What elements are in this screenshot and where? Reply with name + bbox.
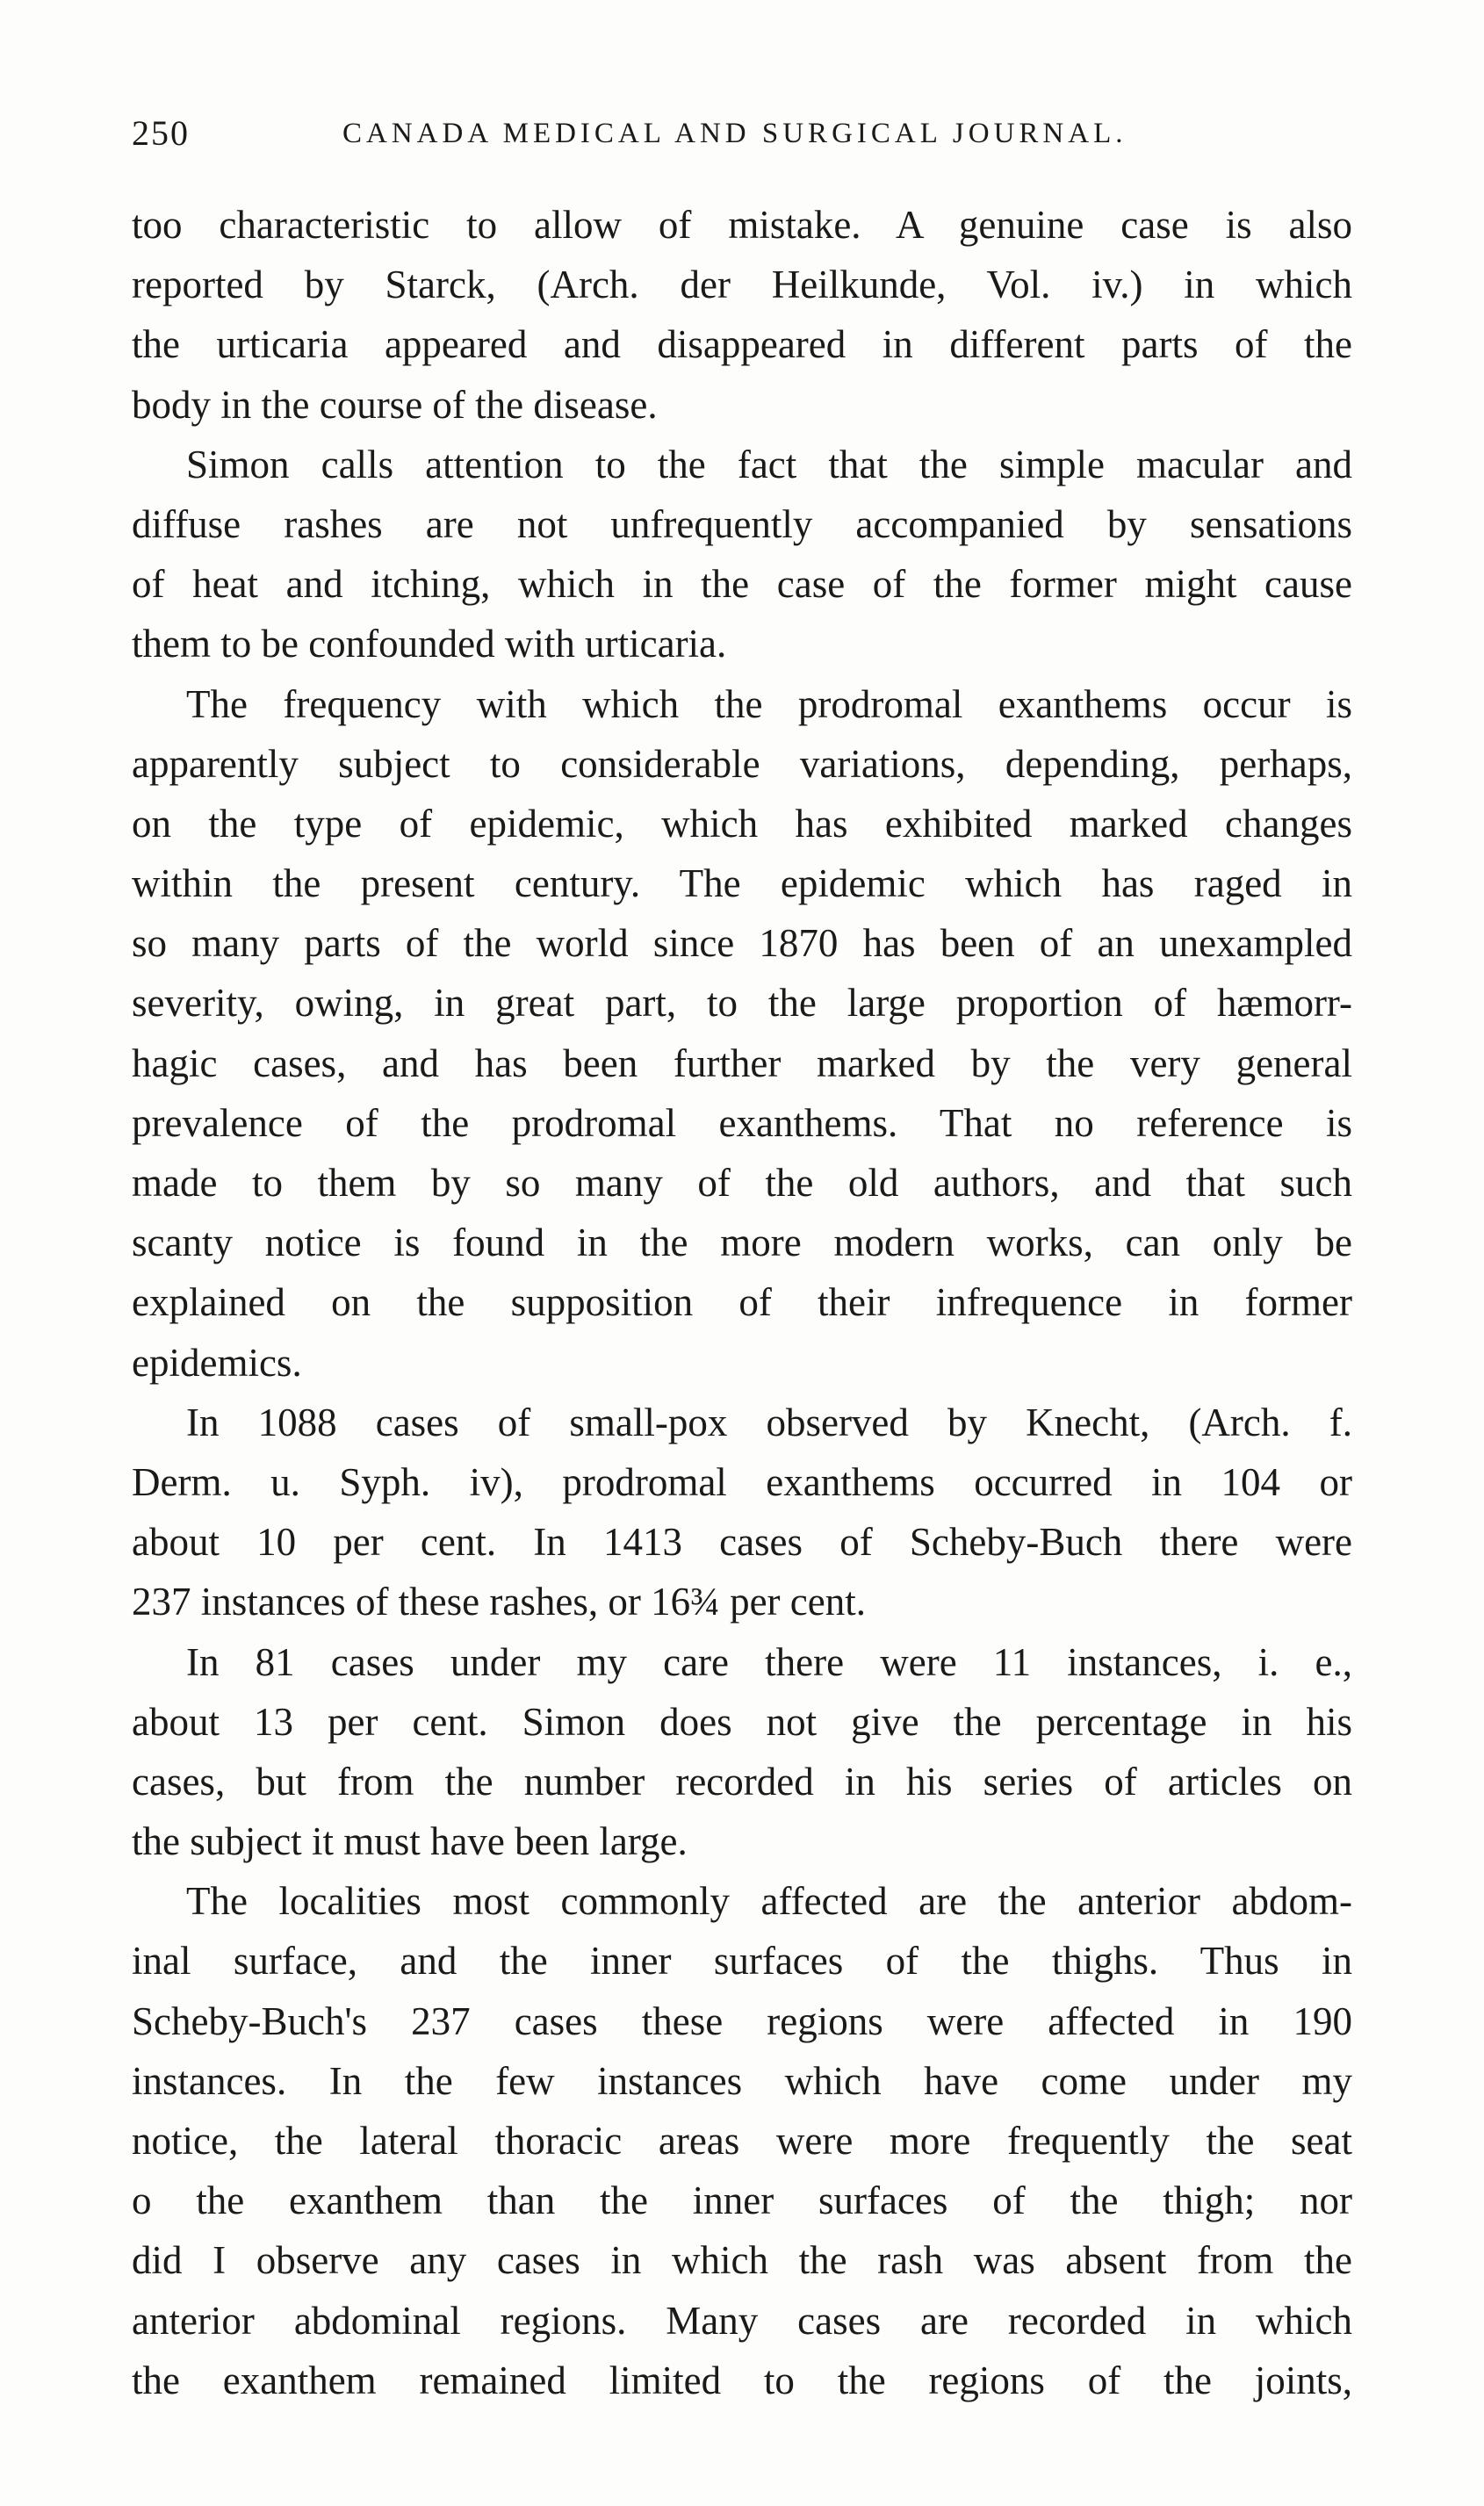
text-line: 237 instances of these rashes, or 16¾ per cent. xyxy=(132,1580,866,1624)
text-line: the subject it must have been large. xyxy=(132,1819,688,1864)
text-line: did I observe any cases in which the rash was absent from the xyxy=(132,2238,1352,2283)
article-body xyxy=(132,195,1352,2410)
paragraph-first-line: The localities most commonly affected are the anterior abdom- xyxy=(186,1879,1352,1924)
text-line: cases, but from the number recorded in his series of articles on xyxy=(132,1759,1352,1804)
text-line: of heat and itching, which in the case of the former might cause xyxy=(132,562,1352,607)
text-line: anterior abdominal regions. Many cases are recorded in which xyxy=(132,2298,1352,2343)
text-line: diffuse rashes are not unfrequently accompanied by sensations xyxy=(132,501,1352,546)
text-line: made to them by so many of the old authors, and that such xyxy=(132,1161,1352,1205)
text-line: apparently subject to considerable variations, depending, perhaps, xyxy=(132,741,1352,786)
text-line: reported by Starck, (Arch. der Heilkunde, Vol. iv.) in which xyxy=(132,263,1352,307)
journal-title: CANADA MEDICAL AND SURGICAL JOURNAL. xyxy=(342,118,1127,149)
running-head xyxy=(0,112,1484,165)
text-line: body in the course of the disease. xyxy=(132,382,658,427)
text-line: instances. In the few instances which have come under my xyxy=(132,2058,1352,2103)
text-line: epidemics. xyxy=(132,1340,302,1385)
text-line: o the exanthem than the inner surfaces of the thigh; nor xyxy=(132,2178,1352,2223)
text-line: hagic cases, and has been further marked by the very general xyxy=(132,1041,1352,1085)
text-line: too characteristic to allow of mistake. A genuine case is also xyxy=(132,203,1352,247)
page-number: 250 xyxy=(132,113,190,153)
text-line: the exanthem remained limited to the regions of the joints, xyxy=(132,2358,1352,2402)
text-line: Derm. u. Syph. iv), prodromal exanthems occurred in 104 or xyxy=(132,1459,1352,1504)
text-line: so many parts of the world since 1870 has been of an unexampled xyxy=(132,921,1352,966)
text-line: them to be confounded with urticaria. xyxy=(132,622,727,666)
text-line: inal surface, and the inner surfaces of the thighs. Thus in xyxy=(132,1939,1352,1984)
paragraph-first-line: Simon calls attention to the fact that the simple macular and xyxy=(186,442,1352,486)
text-line: within the present century. The epidemic which has raged in xyxy=(132,861,1352,906)
text-line: about 10 per cent. In 1413 cases of Scheby-Buch there were xyxy=(132,1520,1352,1565)
text-line: scanty notice is found in the more modern works, can only be xyxy=(132,1221,1352,1265)
text-line: on the type of epidemic, which has exhibited marked changes xyxy=(132,801,1352,846)
text-line: prevalence of the prodromal exanthems. That no reference is xyxy=(132,1100,1352,1145)
paragraph-first-line: In 1088 cases of small-pox observed by Knecht, (Arch. f. xyxy=(186,1400,1352,1444)
text-line: about 13 per cent. Simon does not give the percentage in his xyxy=(132,1699,1352,1744)
text-line: notice, the lateral thoracic areas were more frequently the seat xyxy=(132,2119,1352,2163)
paragraph-first-line: The frequency with which the prodromal exanthems occur is xyxy=(186,681,1352,726)
paragraph-first-line: In 81 cases under my care there were 11 instances, i. e., xyxy=(186,1639,1352,1684)
text-line: the urticaria appeared and disappeared in different parts of the xyxy=(132,322,1352,367)
text-line: severity, owing, in great part, to the large proportion of hæmorr- xyxy=(132,981,1352,1026)
text-line: explained on the supposition of their infrequence in former xyxy=(132,1280,1352,1325)
text-line: Scheby-Buch's 237 cases these regions were affected in 190 xyxy=(132,1998,1352,2043)
